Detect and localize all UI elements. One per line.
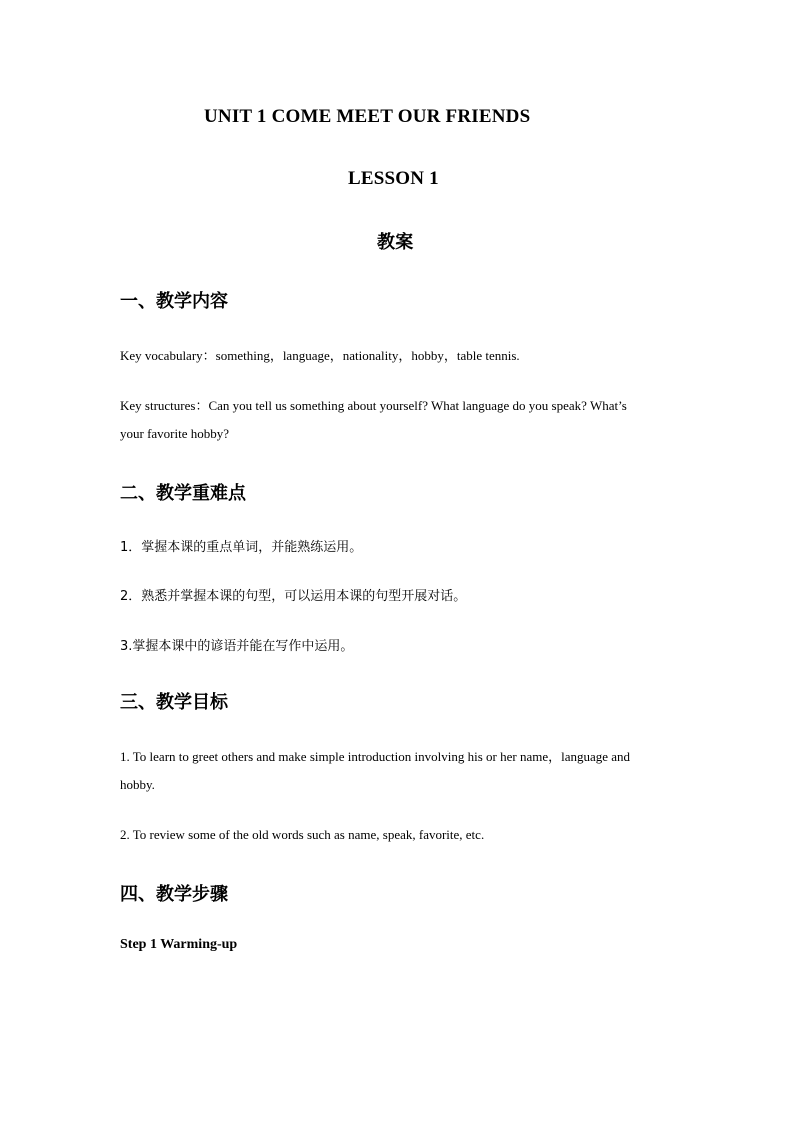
section-heading-steps: 四、教学步骤 <box>120 884 228 905</box>
section-heading-key-points: 二、教学重难点 <box>120 483 246 504</box>
objective-1-line2: hobby. <box>120 777 155 792</box>
lesson-plan-title: 教案 <box>377 232 414 253</box>
key-structures-line2: your favorite hobby? <box>120 426 230 441</box>
step-1-heading: Step 1 Warming-up <box>120 937 238 952</box>
section-heading-content: 一、教学内容 <box>120 291 228 312</box>
objective-2: 2. To review some of the old words such as name, speak, favorite, etc. <box>120 827 485 842</box>
key-point-3: 3.掌握本课中的谚语并能在写作中运用。 <box>120 639 354 654</box>
lesson-title: LESSON 1 <box>348 168 439 189</box>
objective-1-line1: 1. To learn to greet others and make simple introduction involving his or her name，language and <box>120 749 631 764</box>
key-structures-line1: Key structures：Can you tell us something about yourself? What language do you speak? What’s <box>120 398 627 413</box>
key-point-2: 2．熟悉并掌握本课的句型，可以运用本课的句型开展对话。 <box>120 589 467 604</box>
key-point-1: 1．掌握本课的重点单词，并能熟练运用。 <box>120 540 363 555</box>
document-title: UNIT 1 COME MEET OUR FRIENDS <box>204 106 531 127</box>
key-vocabulary: Key vocabulary：something，language，nationality，hobby，table tennis. <box>120 348 520 363</box>
section-heading-objectives: 三、教学目标 <box>120 692 228 713</box>
